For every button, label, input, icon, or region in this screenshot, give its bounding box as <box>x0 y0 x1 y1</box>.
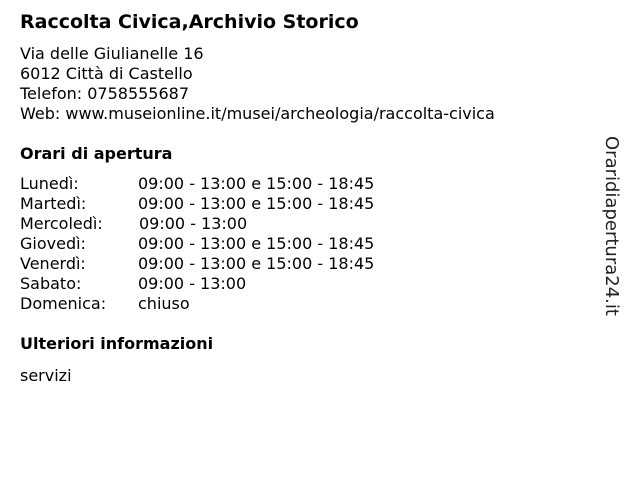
hours-heading: Orari di apertura <box>20 144 173 163</box>
street-address: Via delle Giulianelle 16 <box>20 44 204 63</box>
time-value: 09:00 - 13:00 e 15:00 - 18:45 <box>138 174 375 193</box>
website-link[interactable]: Web: www.museionline.it/musei/archeologia/raccolta-civica <box>20 104 495 123</box>
time-value: 09:00 - 13:00 e 15:00 - 18:45 <box>138 254 375 273</box>
city-address: 6012 Città di Castello <box>20 64 193 83</box>
more-info-heading: Ulteriori informazioni <box>20 334 214 353</box>
time-value: chiuso <box>138 294 190 313</box>
phone-number: Telefon: 0758555687 <box>20 84 190 103</box>
day-label: Giovedì: <box>20 234 86 253</box>
address-block <box>20 44 495 124</box>
time-value: 09:00 - 13:00 e 15:00 - 18:45 <box>138 194 375 213</box>
time-value: 09:00 - 13:00 <box>138 274 247 293</box>
day-label: Martedì: <box>20 194 87 213</box>
page-title: Raccolta Civica,Archivio Storico <box>20 11 359 33</box>
day-label: Lunedì: <box>20 174 79 193</box>
services-link[interactable]: servizi <box>20 366 72 385</box>
day-label: Venerdì: <box>20 254 86 273</box>
day-label: Domenica: <box>20 294 107 313</box>
time-value: 09:00 - 13:00 e 15:00 - 18:45 <box>138 234 375 253</box>
site-brand: Oraridiapertura24.it <box>601 136 622 316</box>
time-value: 09:00 - 13:00 <box>139 214 248 233</box>
day-label: Sabato: <box>20 274 82 293</box>
day-label: Mercoledì: <box>20 214 103 233</box>
